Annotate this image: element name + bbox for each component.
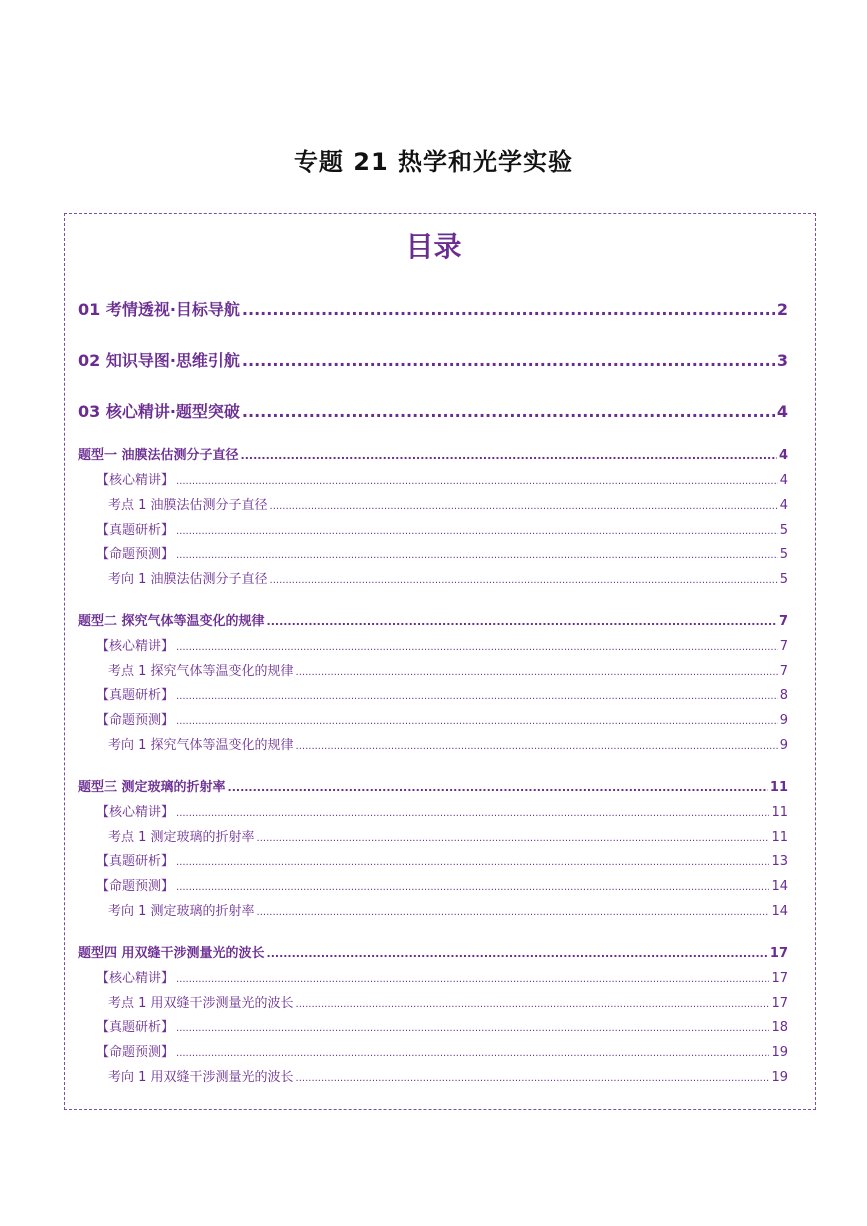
- toc-leader-dots: [257, 833, 770, 844]
- toc-entry[interactable]: [78, 348, 788, 371]
- toc-entry-page: 5: [779, 523, 788, 538]
- toc-leader-dots: [267, 615, 777, 628]
- toc-entry-page: 3: [776, 351, 788, 370]
- toc-entry[interactable]: [78, 610, 788, 629]
- toc-entry-page: 2: [776, 300, 788, 319]
- toc-entry-page: 7: [779, 664, 788, 679]
- toc-leader-dots: [228, 781, 768, 794]
- toc-entry-label: 【真题研析】: [96, 523, 175, 538]
- toc-leader-dots: [176, 642, 778, 653]
- toc-entry[interactable]: [78, 850, 788, 869]
- toc-leader-dots: [242, 351, 775, 370]
- toc-entry-page: 7: [779, 639, 788, 654]
- toc-entry-page: 9: [779, 738, 788, 753]
- toc-entry-label: 题型二 探究气体等温变化的规律: [78, 614, 265, 629]
- toc-entry-page: 17: [769, 946, 788, 961]
- document-title: 专题 21 热学和光学实验: [293, 148, 574, 176]
- toc-entry-label: 【真题研析】: [96, 688, 175, 703]
- toc-leader-dots: [257, 907, 770, 918]
- toc-entry-page: 11: [771, 830, 788, 845]
- toc-entry[interactable]: [78, 1066, 788, 1085]
- toc-entry-label: 题型四 用双缝干涉测量光的波长: [78, 946, 265, 961]
- toc-leader-dots: [176, 1048, 769, 1059]
- toc-leader-dots: [176, 1023, 769, 1034]
- toc-leader-dots: [176, 550, 778, 561]
- toc-leader-dots: [296, 1073, 770, 1084]
- toc-entry-label: 考向 1 测定玻璃的折射率: [108, 904, 255, 919]
- toc-entry[interactable]: [78, 635, 788, 654]
- toc-leader-dots: [296, 999, 770, 1010]
- toc-entry-label: 【命题预测】: [96, 879, 175, 894]
- toc-entry-label: 题型一 油膜法估测分子直径: [78, 448, 239, 463]
- toc-entry-label: 考点 1 探究气体等温变化的规律: [108, 664, 294, 679]
- toc-entry[interactable]: [78, 992, 788, 1011]
- toc-entry[interactable]: [78, 543, 788, 562]
- toc-leader-dots: [176, 716, 778, 727]
- toc-entry-page: 7: [778, 614, 788, 629]
- toc-entry-label: 考点 1 油膜法估测分子直径: [108, 498, 268, 513]
- toc-entry[interactable]: [78, 801, 788, 820]
- toc-entry-label: 03 核心精讲·题型突破: [78, 402, 240, 421]
- toc-entry-label: 考向 1 用双缝干涉测量光的波长: [108, 1070, 294, 1085]
- toc-entry[interactable]: [78, 875, 788, 894]
- toc-entry-page: 5: [779, 547, 788, 562]
- toc-leader-dots: [296, 667, 778, 678]
- toc-entry[interactable]: [78, 519, 788, 538]
- toc-entry[interactable]: [78, 900, 788, 919]
- toc-entry-label: 【核心精讲】: [96, 473, 175, 488]
- toc-entry-label: 【命题预测】: [96, 713, 175, 728]
- toc-entry[interactable]: [78, 734, 788, 753]
- toc-leader-dots: [176, 691, 778, 702]
- toc-leader-dots: [176, 974, 769, 985]
- toc-entry[interactable]: [78, 942, 788, 961]
- toc-entry-label: 【命题预测】: [96, 1045, 175, 1060]
- toc-entry[interactable]: [78, 494, 788, 513]
- toc-entry[interactable]: [78, 568, 788, 587]
- toc-leader-dots: [242, 300, 775, 319]
- toc-entry-page: 13: [771, 854, 788, 869]
- toc-entry-page: 4: [776, 402, 788, 421]
- toc-entry[interactable]: [78, 826, 788, 845]
- toc-entry[interactable]: [78, 444, 788, 463]
- toc-entry-page: 19: [771, 1045, 788, 1060]
- toc-leader-dots: [242, 402, 775, 421]
- toc-entry-label: 考向 1 探究气体等温变化的规律: [108, 738, 294, 753]
- toc-entry-label: 考向 1 油膜法估测分子直径: [108, 572, 268, 587]
- toc-leader-dots: [241, 449, 777, 462]
- toc-entry[interactable]: [78, 399, 788, 422]
- toc-entry[interactable]: [78, 1041, 788, 1060]
- toc-entry-label: 【核心精讲】: [96, 805, 175, 820]
- toc-entry-page: 5: [779, 572, 788, 587]
- toc-leader-dots: [296, 741, 778, 752]
- toc-leader-dots: [270, 575, 778, 586]
- toc-entry[interactable]: [78, 776, 788, 795]
- toc-entry-label: 【真题研析】: [96, 1020, 175, 1035]
- toc-entry-page: 19: [771, 1070, 788, 1085]
- toc-entry[interactable]: [78, 709, 788, 728]
- toc-entry-page: 14: [771, 904, 788, 919]
- toc-entry[interactable]: [78, 1016, 788, 1035]
- toc-entry-label: 【核心精讲】: [96, 971, 175, 986]
- toc-entry[interactable]: [78, 684, 788, 703]
- toc-entry-page: 17: [771, 971, 788, 986]
- toc-entry-page: 4: [779, 473, 788, 488]
- toc-entry-page: 17: [771, 996, 788, 1011]
- toc-entry-page: 14: [771, 879, 788, 894]
- toc-entry-label: 【命题预测】: [96, 547, 175, 562]
- toc-entry-page: 9: [779, 713, 788, 728]
- toc-leader-dots: [270, 501, 778, 512]
- toc-entry[interactable]: [78, 660, 788, 679]
- toc-entry[interactable]: [78, 297, 788, 320]
- toc-entry-page: 4: [778, 448, 788, 463]
- toc-entry-label: 01 考情透视·目标导航: [78, 300, 240, 319]
- toc-entry[interactable]: [78, 967, 788, 986]
- toc-entry-page: 11: [771, 805, 788, 820]
- toc-entry-label: 【核心精讲】: [96, 639, 175, 654]
- toc-leader-dots: [176, 526, 778, 537]
- toc-entry-label: 题型三 测定玻璃的折射率: [78, 780, 226, 795]
- toc-leader-dots: [267, 947, 768, 960]
- toc-entry-label: 02 知识导图·思维引航: [78, 351, 240, 370]
- toc-leader-dots: [176, 476, 778, 487]
- toc-heading: 目录: [405, 230, 462, 263]
- toc-entry-label: 考点 1 测定玻璃的折射率: [108, 830, 255, 845]
- toc-entry-page: 11: [769, 780, 788, 795]
- toc-entry-label: 【真题研析】: [96, 854, 175, 869]
- toc-entry-label: 考点 1 用双缝干涉测量光的波长: [108, 996, 294, 1011]
- toc-entry-page: 18: [771, 1020, 788, 1035]
- toc-entry-page: 8: [779, 688, 788, 703]
- toc-entry-page: 4: [779, 498, 788, 513]
- toc-leader-dots: [176, 808, 769, 819]
- toc-leader-dots: [176, 857, 769, 868]
- toc-leader-dots: [176, 882, 769, 893]
- toc-entry[interactable]: [78, 469, 788, 488]
